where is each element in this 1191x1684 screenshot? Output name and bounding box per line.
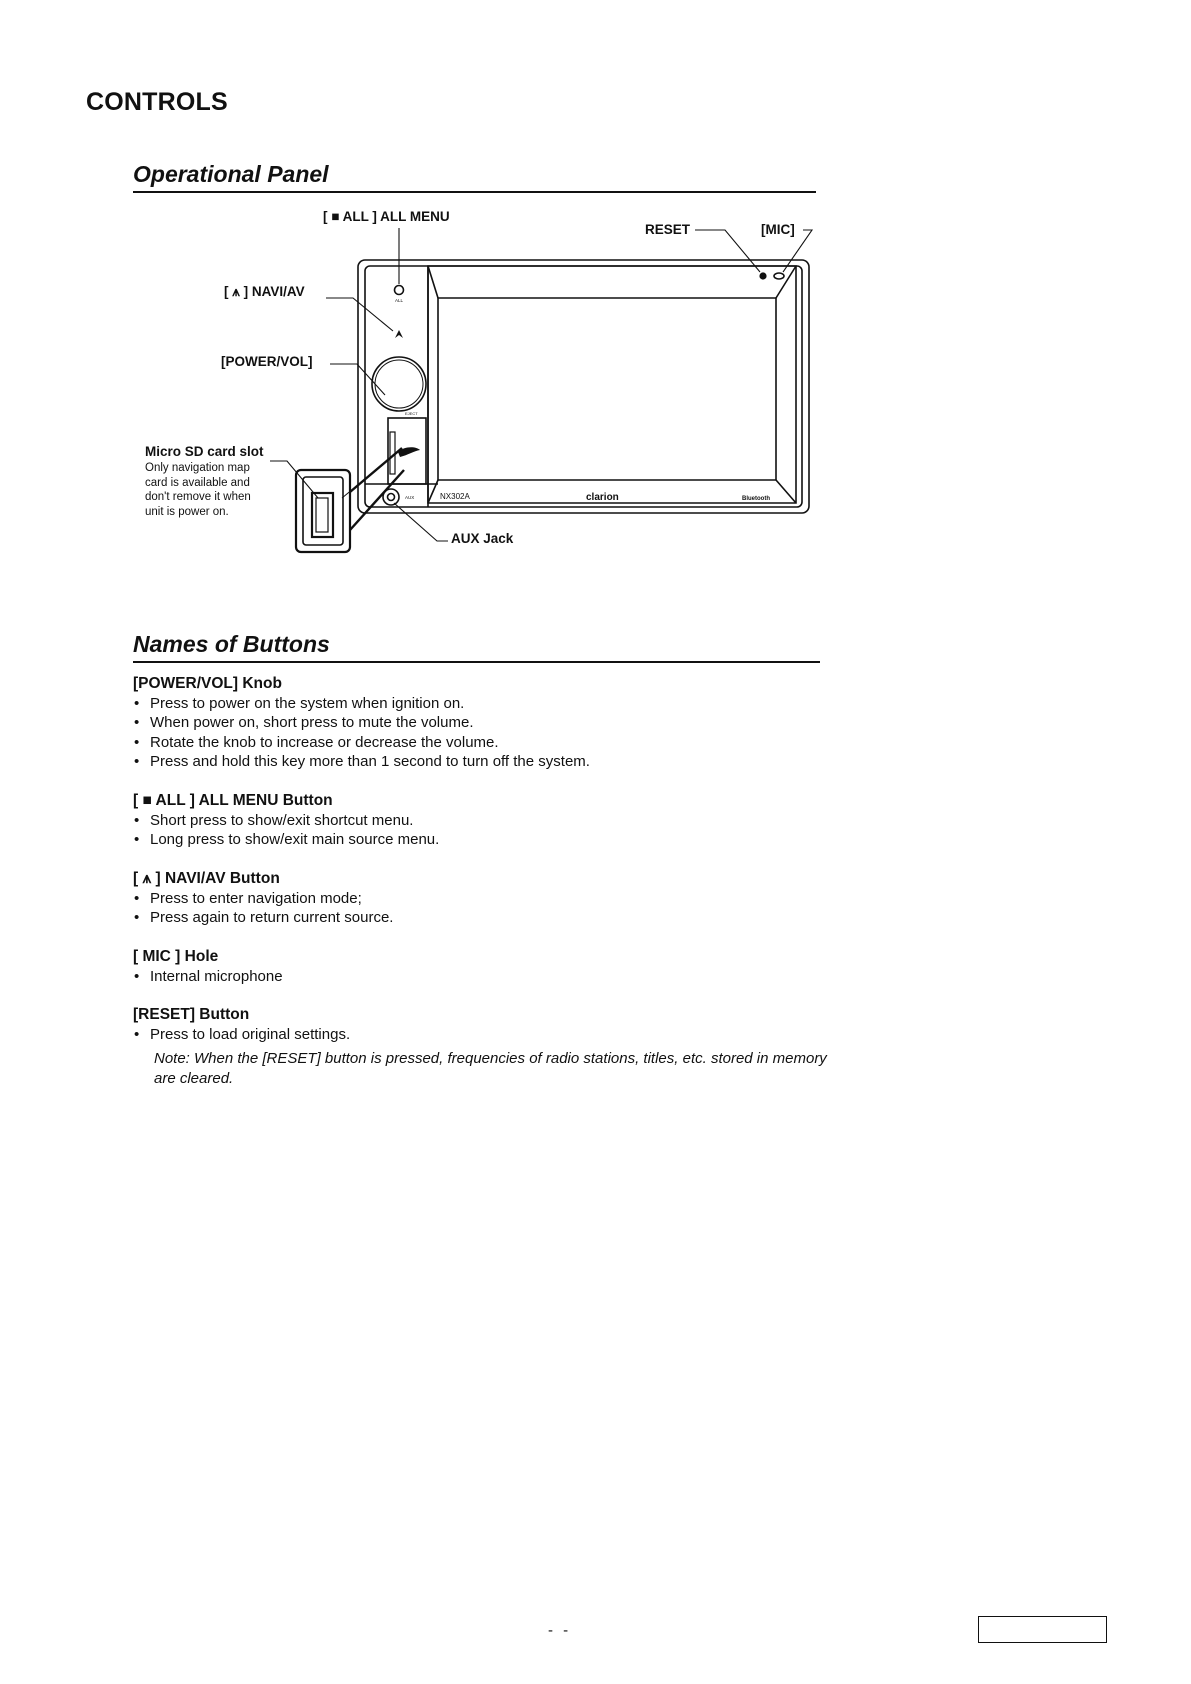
leader-sd-slot bbox=[270, 461, 318, 498]
navi-icon bbox=[395, 330, 403, 338]
bullet-item: • Press to enter navigation mode; bbox=[133, 889, 833, 909]
page-number: - - bbox=[548, 1622, 572, 1639]
bullet-item: • Press again to return current source. bbox=[133, 908, 833, 928]
callout-sd-slot: Micro SD card slot bbox=[145, 444, 264, 459]
reset-note: Note: When the [RESET] button is pressed, frequencies of radio stations, titles, etc. stored in memory are cleared. bbox=[154, 1050, 827, 1087]
callout-reset: RESET bbox=[645, 222, 691, 237]
sd-zoom-box bbox=[296, 470, 350, 552]
sd-note-line: Only navigation map bbox=[145, 462, 250, 474]
callout-power-vol: [POWER/VOL] bbox=[221, 354, 313, 369]
mic-hole bbox=[774, 273, 784, 279]
group-heading: [RESET] Button bbox=[133, 1006, 250, 1023]
reset-hole bbox=[760, 273, 766, 279]
callout-all-menu: [ ■ ALL ] ALL MENU bbox=[323, 209, 450, 224]
power-vol-knob-rim bbox=[375, 360, 423, 408]
label-bluetooth: Bluetooth bbox=[742, 496, 770, 502]
all-menu-button bbox=[395, 286, 404, 295]
sd-card bbox=[312, 493, 333, 537]
bezel-corner bbox=[776, 266, 796, 298]
button-group-all-menu bbox=[133, 791, 833, 850]
sd-note-line: card is available and bbox=[145, 476, 250, 489]
button-group-mic bbox=[133, 947, 833, 986]
sd-card-slot bbox=[316, 498, 328, 532]
bullet-item: • Press to load original settings. bbox=[133, 1025, 833, 1045]
chassis-inner-outline bbox=[365, 266, 802, 507]
section-rule bbox=[133, 661, 820, 663]
bullet-item: • When power on, short press to mute the volume. bbox=[133, 713, 833, 733]
bezel-corner bbox=[776, 480, 796, 503]
aux-jack-hole bbox=[388, 494, 395, 501]
sd-note-line: don't remove it when bbox=[145, 491, 251, 503]
bezel-corner bbox=[428, 266, 438, 298]
group-heading: [ ■ ALL ] ALL MENU Button bbox=[133, 792, 333, 809]
screen-inner bbox=[438, 298, 776, 480]
section-title-operational-panel: Operational Panel bbox=[133, 161, 329, 187]
bullet-item: • Long press to show/exit main source menu. bbox=[133, 830, 833, 850]
section-title-names-of-buttons: Names of Buttons bbox=[133, 631, 330, 657]
button-group-power-vol bbox=[133, 674, 833, 772]
bullet-item: • Short press to show/exit shortcut menu. bbox=[133, 811, 833, 831]
group-heading: [ MIC ] Hole bbox=[133, 948, 219, 965]
callout-mic: [MIC] bbox=[761, 222, 795, 237]
button-group-reset bbox=[133, 1005, 833, 1088]
label-brand: clarion bbox=[586, 492, 619, 503]
leader-aux-jack bbox=[394, 503, 448, 541]
leader-navi-av bbox=[326, 298, 393, 331]
bullet-list bbox=[133, 694, 833, 772]
bullet-list bbox=[133, 1025, 833, 1045]
bullet-item: • Rotate the knob to increase or decrease the volume. bbox=[133, 733, 833, 753]
button-group-navi-av bbox=[133, 869, 833, 928]
group-heading: [POWER/VOL] Knob bbox=[133, 675, 282, 692]
sd-note-line: unit is power on. bbox=[145, 505, 229, 518]
group-heading: [ ⩚ ] NAVI/AV Button bbox=[133, 870, 280, 887]
label-all: ALL bbox=[395, 298, 404, 303]
callout-aux-jack: AUX Jack bbox=[451, 531, 514, 546]
bullet-item: • Internal microphone bbox=[133, 967, 833, 987]
label-model: NX302A bbox=[440, 492, 470, 501]
page-id-box bbox=[978, 1616, 1107, 1643]
page-title: CONTROLS bbox=[86, 88, 228, 116]
bullet-list bbox=[133, 967, 833, 987]
bullet-item: • Press and hold this key more than 1 second to turn off the system. bbox=[133, 752, 833, 772]
screen-bezel bbox=[428, 266, 796, 503]
label-sd-eject: EJECT bbox=[405, 411, 418, 416]
label-aux: AUX bbox=[405, 495, 415, 500]
bullet-list bbox=[133, 889, 833, 928]
power-vol-knob bbox=[372, 357, 426, 411]
bullet-list bbox=[133, 811, 833, 850]
bullet-item: • Press to power on the system when ignition on. bbox=[133, 694, 833, 714]
head-unit-diagram bbox=[0, 0, 1191, 600]
callout-navi-av: [ ⩚ ] NAVI/AV bbox=[224, 284, 305, 299]
